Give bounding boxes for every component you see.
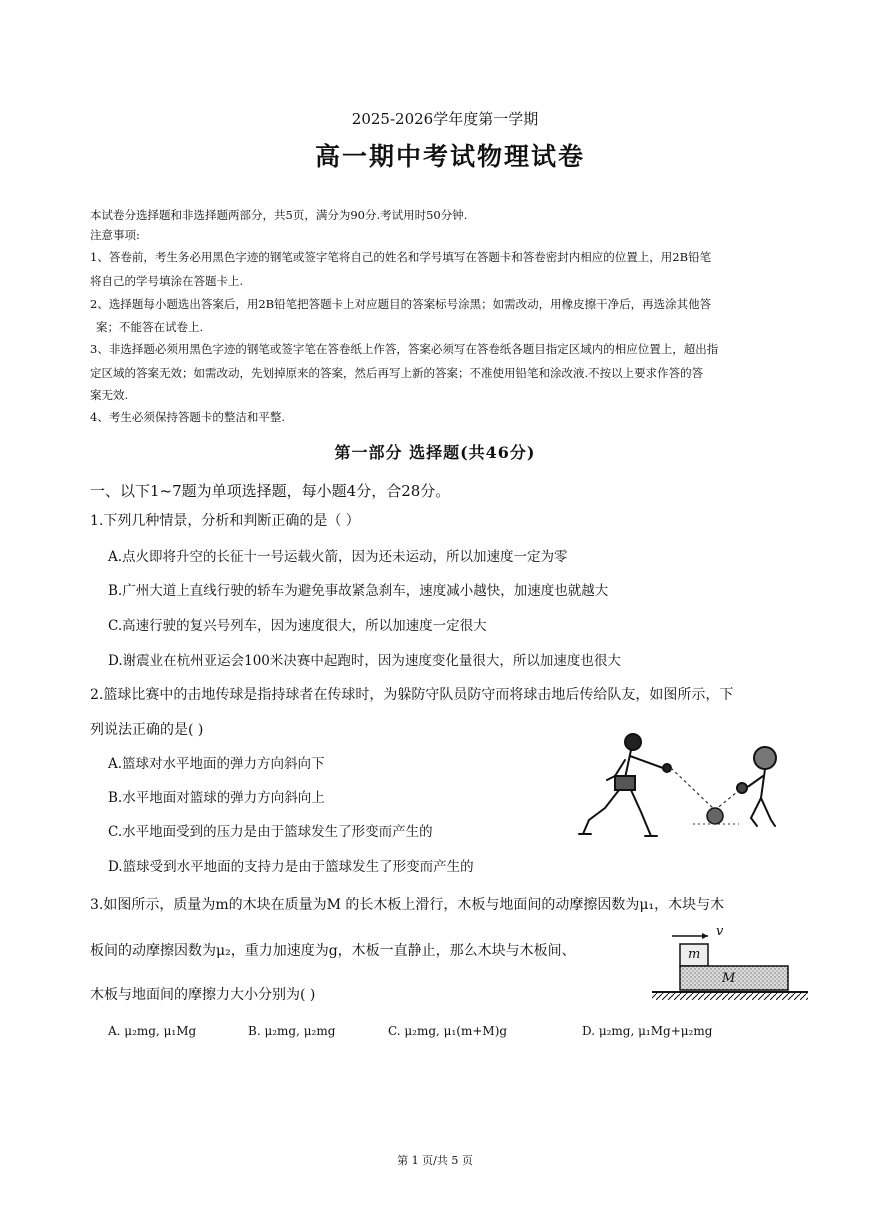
page-title: 高一期中考试物理试卷 [314,142,585,171]
question-2-option: C.水平地面受到的压力是由于篮球发生了形变而产生的 [108,824,433,840]
section-title: 第一部分 选择题(共46分) [334,443,536,462]
notice-label: 注意事项: [90,228,140,242]
question-3-option: C. μ₂mg, μ₁(m+M)g [388,1024,508,1038]
page-number: 第 1 页/共 5 页 [397,1154,473,1167]
question-3-stem: 板间的动摩擦因数为μ₂，重力加速度为g，木板一直静止，那么木块与木板间、 [90,943,576,959]
question-2-option: D.篮球受到水平地面的支持力是由于篮球发生了形变而产生的 [108,859,474,875]
note-line: 1、答卷前，考生务必用黑色字迹的钢笔或签字笔将自己的姓名和学号填写在答题卡和答卷密封内相应的位置上，用2B铅笔 [90,250,712,264]
question-2-stem: 列说法正确的是( ) [90,722,204,738]
part-instruction: 一、以下1~7题为单项选择题，每小题4分，合28分。 [90,482,451,500]
note-line: 定区域的答案无效；如需改动，先划掉原来的答案，然后再写上新的答案；不准使用铅笔和涂改液.不按以上要求作答的答 [90,366,704,380]
question-3-stem: 3.如图所示，质量为m的木块在质量为M 的长木板上滑行，木板与地面间的动摩擦因数为μ₁，木块与木 [90,897,725,913]
block-board-figure [650,924,810,1003]
question-1-option: C.高速行驶的复兴号列车，因为速度很大，所以加速度一定很大 [108,618,487,634]
question-3-option: A. μ₂mg, μ₁Mg [108,1024,197,1038]
question-2-option: B.水平地面对篮球的弹力方向斜向上 [108,790,325,806]
note-line: 案；不能答在试卷上. [96,320,204,334]
question-2-stem: 2.篮球比赛中的击地传球是指持球者在传球时，为躲防守队员防守而将球击地后传给队友，如图所示，下 [90,687,734,703]
question-3-stem: 木板与地面间的摩擦力大小分别为( ) [90,987,316,1003]
exam-summary: 本试卷分选择题和非选择题两部分，共5页，满分为90分.考试用时50分钟. [90,208,468,222]
question-1-stem: 1.下列几种情景，分析和判断正确的是（ ） [90,513,360,529]
velocity-label: v [716,924,724,939]
basketball-icon [707,808,723,824]
school-year: 2025-2026学年度第一学期 [351,110,539,128]
note-line: 3、非选择题必须用黑色字迹的钢笔或签字笔在答卷纸上作答，答案必须写在答卷纸各题目指定区域内的相应位置上，超出指 [90,342,719,356]
question-1-option: B.广州大道上直线行驶的轿车为避免事故紧急刹车，速度减小越快，加速度也就越大 [108,583,609,599]
note-line: 案无效. [90,388,129,402]
bounce-pass-figure [575,728,790,843]
question-1-option: A.点火即将升空的长征十一号运载火箭，因为还未运动，所以加速度一定为零 [108,549,568,565]
question-2-option: A.篮球对水平地面的弹力方向斜向下 [108,756,325,772]
small-block-label: m [688,947,701,962]
question-1-option: D.谢震业在杭州亚运会100米决赛中起跑时，因为速度变化量很大，所以加速度也很大 [108,653,621,669]
note-line: 4、考生必须保持答题卡的整洁和平整. [90,410,285,424]
note-line: 将自己的学号填涂在答题卡上. [90,274,244,288]
note-line: 2、选择题每小题选出答案后，用2B铅笔把答题卡上对应题目的答案标号涂黑；如需改动，用橡皮擦干净后，再选涂其他答 [90,297,712,311]
question-3-option: B. μ₂mg, μ₂mg [248,1024,336,1038]
question-3-option: D. μ₂mg, μ₁Mg+μ₂mg [582,1024,713,1038]
large-board-label: M [722,971,736,986]
